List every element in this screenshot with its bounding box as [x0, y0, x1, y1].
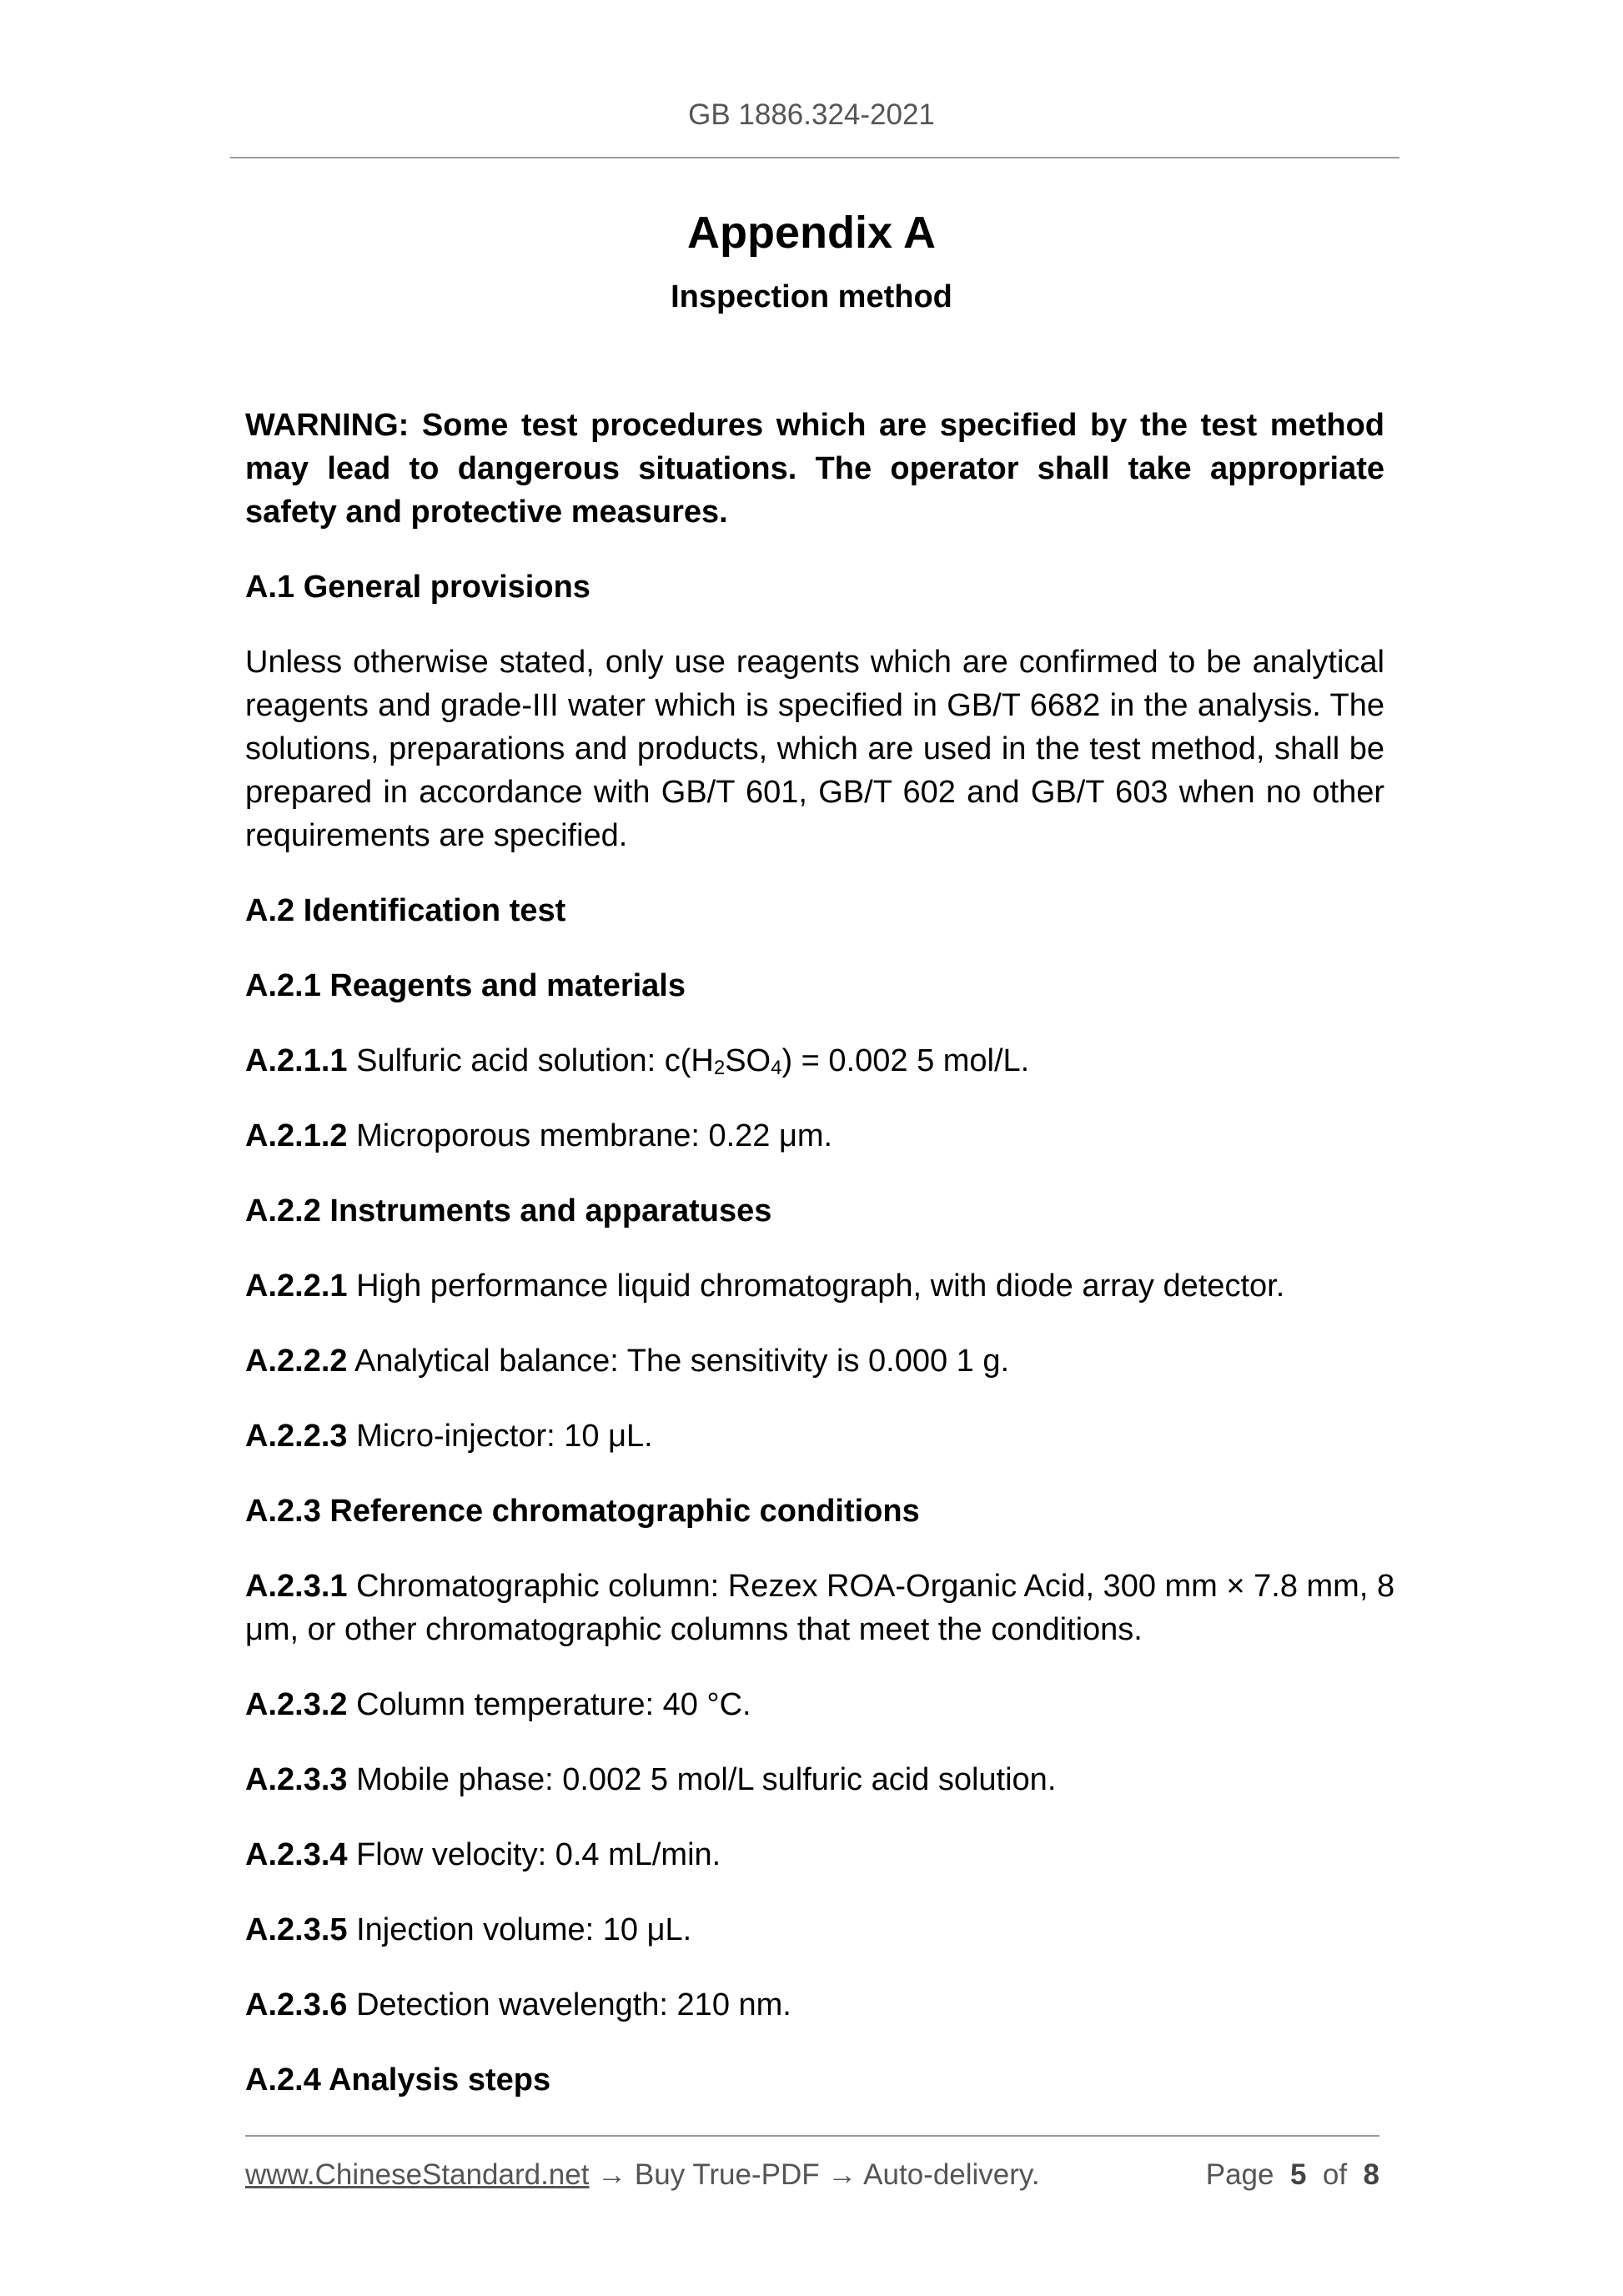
clause-a212	[245, 1114, 1384, 1158]
appendix-title: Appendix A	[686, 208, 936, 258]
clause-number: A.2.3.1	[245, 1569, 348, 1604]
section-a1-text: Unless otherwise stated, only use reagents which are confirmed to be analytical reagents and grade-III water which is specified in GB/T 6682 in the analysis. The solutions, preparations and products, which are used in the test method, shall be prepared in accordance with GB/T 601, GB/T 602 and GB/T 603 when no other requirements are specified.	[245, 645, 1384, 853]
clause-a221	[245, 1264, 1384, 1308]
clause-text: Microporous membrane: 0.22 μm.	[356, 1118, 833, 1153]
section-heading-a2: A.2 Identification test	[245, 893, 566, 928]
footer-website-link[interactable]: www.ChineseStandard.net	[245, 2158, 590, 2191]
footer-divider	[245, 2135, 1379, 2137]
clause-number: A.2.3.5	[245, 1912, 348, 1947]
header-divider	[230, 157, 1399, 158]
page-of-label: of	[1322, 2158, 1348, 2191]
clause-number: A.2.2.3	[245, 1419, 348, 1454]
clause-a233	[245, 1758, 1384, 1801]
clause-text: High performance liquid chromatograph, with diode array detector.	[356, 1269, 1285, 1304]
clause-number: A.2.3.2	[245, 1687, 348, 1722]
clause-a223	[245, 1414, 1384, 1458]
clause-text: Sulfuric acid solution: $c(H_2SO_4) = 0.002$ 5 mol/L.	[356, 1043, 1030, 1079]
clause-text: Flow velocity: 0.4 mL/min.	[356, 1837, 721, 1872]
clause-a236	[245, 1983, 1384, 2027]
clause-text: Analytical balance: The sensitivity is 0.000 1 g.	[354, 1344, 1010, 1379]
section-heading-a22: A.2.2 Instruments and apparatuses	[245, 1193, 772, 1228]
clause-text: Detection wavelength: 210 nm.	[356, 1987, 791, 2022]
page-footer	[245, 2158, 1379, 2192]
clause-a234	[245, 1833, 1384, 1876]
clause-number: A.2.3.3	[245, 1762, 348, 1797]
section-heading-a21: A.2.1 Reagents and materials	[245, 968, 686, 1003]
page-current: 5	[1289, 2158, 1307, 2191]
clause-text: Mobile phase: 0.002 5 mol/L sulfuric acid solution.	[356, 1762, 1057, 1797]
section-heading-a23: A.2.3 Reference chromatographic conditions	[245, 1494, 920, 1529]
page-total: 8	[1363, 2158, 1379, 2191]
page-label: Page	[1205, 2158, 1274, 2191]
clause-number: A.2.2.2	[245, 1344, 348, 1379]
page-header: GB 1886.324-2021	[688, 98, 935, 131]
clause-number: A.2.3.6	[245, 1987, 348, 2022]
section-heading-a24: A.2.4 Analysis steps	[245, 2062, 551, 2098]
appendix-subtitle: Inspection method	[671, 279, 952, 314]
section-heading-a1: A.1 General provisions	[245, 570, 590, 605]
page-indicator	[1206, 2158, 1379, 2192]
clause-number: A.2.1.1	[245, 1043, 348, 1078]
document-body	[245, 404, 1395, 2133]
clause-number: A.2.2.1	[245, 1269, 348, 1304]
clause-number: A.2.3.4	[245, 1837, 348, 1872]
clause-a235	[245, 1908, 1384, 1952]
clause-number: A.2.1.2	[245, 1118, 348, 1153]
footer-tagline: → Buy True-PDF → Auto-delivery.	[589, 2158, 1040, 2191]
clause-a231	[245, 1565, 1396, 1651]
clause-text: Micro-injector: 10 μL.	[356, 1419, 653, 1454]
clause-a232	[245, 1683, 1384, 1726]
warning-notice: WARNING: Some test procedures which are specified by the test method may lead to dangerous situations. The operator shall take appropriate safety and protective measures.	[245, 408, 1384, 530]
clause-a222	[245, 1339, 1384, 1383]
clause-a211	[245, 1039, 1384, 1083]
clause-text: Injection volume: 10 μL.	[356, 1912, 692, 1947]
clause-text: Chromatographic column: Rezex ROA-Organic Acid, 300 mm × 7.8 mm, 8 μm, or other chromatographic columns that meet the conditions.	[245, 1569, 1395, 1647]
clause-text: Column temperature: 40 °C.	[356, 1687, 751, 1722]
